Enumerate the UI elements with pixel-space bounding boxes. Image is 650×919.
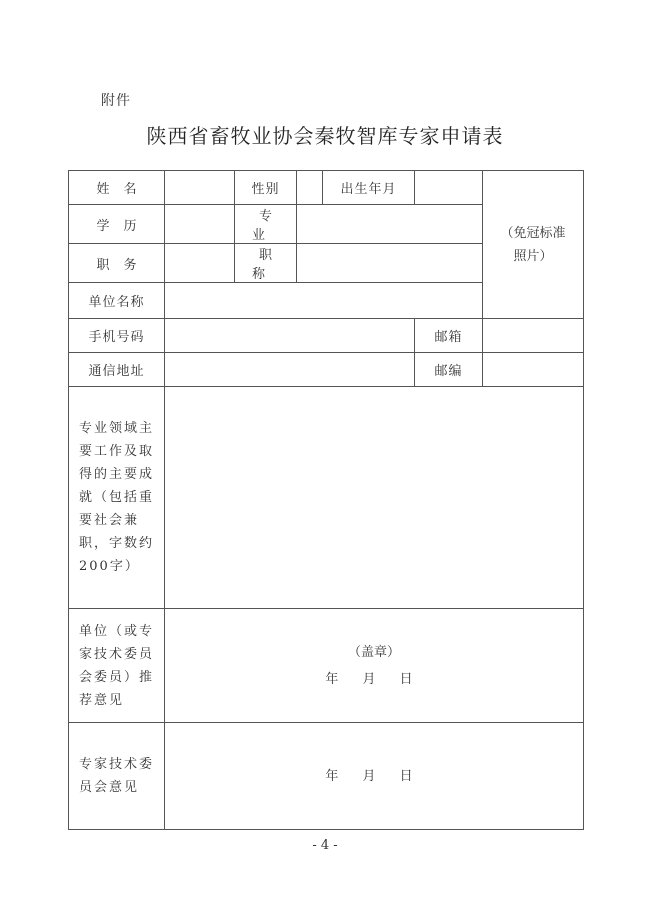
position-label: 职务 <box>69 244 165 283</box>
birth-field[interactable] <box>415 171 483 205</box>
title-label: 职称 <box>235 244 297 283</box>
recommend-label: 单位（或专家技术委员会委员）推荐意见 <box>69 609 165 723</box>
education-field[interactable] <box>165 205 235 244</box>
committee-date: 年 月 日 <box>325 768 423 784</box>
unit-field[interactable] <box>165 283 483 319</box>
email-field[interactable] <box>483 319 584 353</box>
page-title: 陕西省畜牧业协会秦牧智库专家申请表 <box>146 124 504 148</box>
name-label: 姓名 <box>69 171 165 205</box>
page-number: - 4 - <box>312 838 338 853</box>
application-form <box>68 170 584 830</box>
unit-label: 单位名称 <box>69 283 165 319</box>
phone-label: 手机号码 <box>69 319 165 353</box>
recommend-date: 年 月 日 <box>325 671 423 687</box>
committee-field[interactable] <box>165 723 584 830</box>
attachment-label: 附件 <box>101 93 131 109</box>
achievements-label: 专业领域主要工作及取得的主要成就（包括重要社会兼职，字数约200字） <box>69 387 165 609</box>
photo-placeholder[interactable] <box>483 171 584 319</box>
achievements-field[interactable] <box>165 387 584 609</box>
gender-label: 性别 <box>235 171 297 205</box>
photo-hint-line1: （免冠标准 <box>500 225 566 241</box>
photo-hint-line2: 照片） <box>513 248 553 264</box>
name-field[interactable] <box>165 171 235 205</box>
title-field[interactable] <box>297 244 483 283</box>
recommend-stamp: （盖章） <box>347 644 400 660</box>
email-label: 邮箱 <box>415 319 483 353</box>
committee-label: 专家技术委员会意见 <box>69 723 165 830</box>
phone-field[interactable] <box>165 319 415 353</box>
birth-label: 出生年月 <box>323 171 415 205</box>
postcode-label: 邮编 <box>415 353 483 387</box>
position-field[interactable] <box>165 244 235 283</box>
major-label: 专业 <box>235 205 297 244</box>
gender-field[interactable] <box>297 171 323 205</box>
postcode-field[interactable] <box>483 353 584 387</box>
address-label: 通信地址 <box>69 353 165 387</box>
address-field[interactable] <box>165 353 415 387</box>
recommend-field[interactable] <box>165 609 584 723</box>
major-field[interactable] <box>297 205 483 244</box>
education-label: 学历 <box>69 205 165 244</box>
